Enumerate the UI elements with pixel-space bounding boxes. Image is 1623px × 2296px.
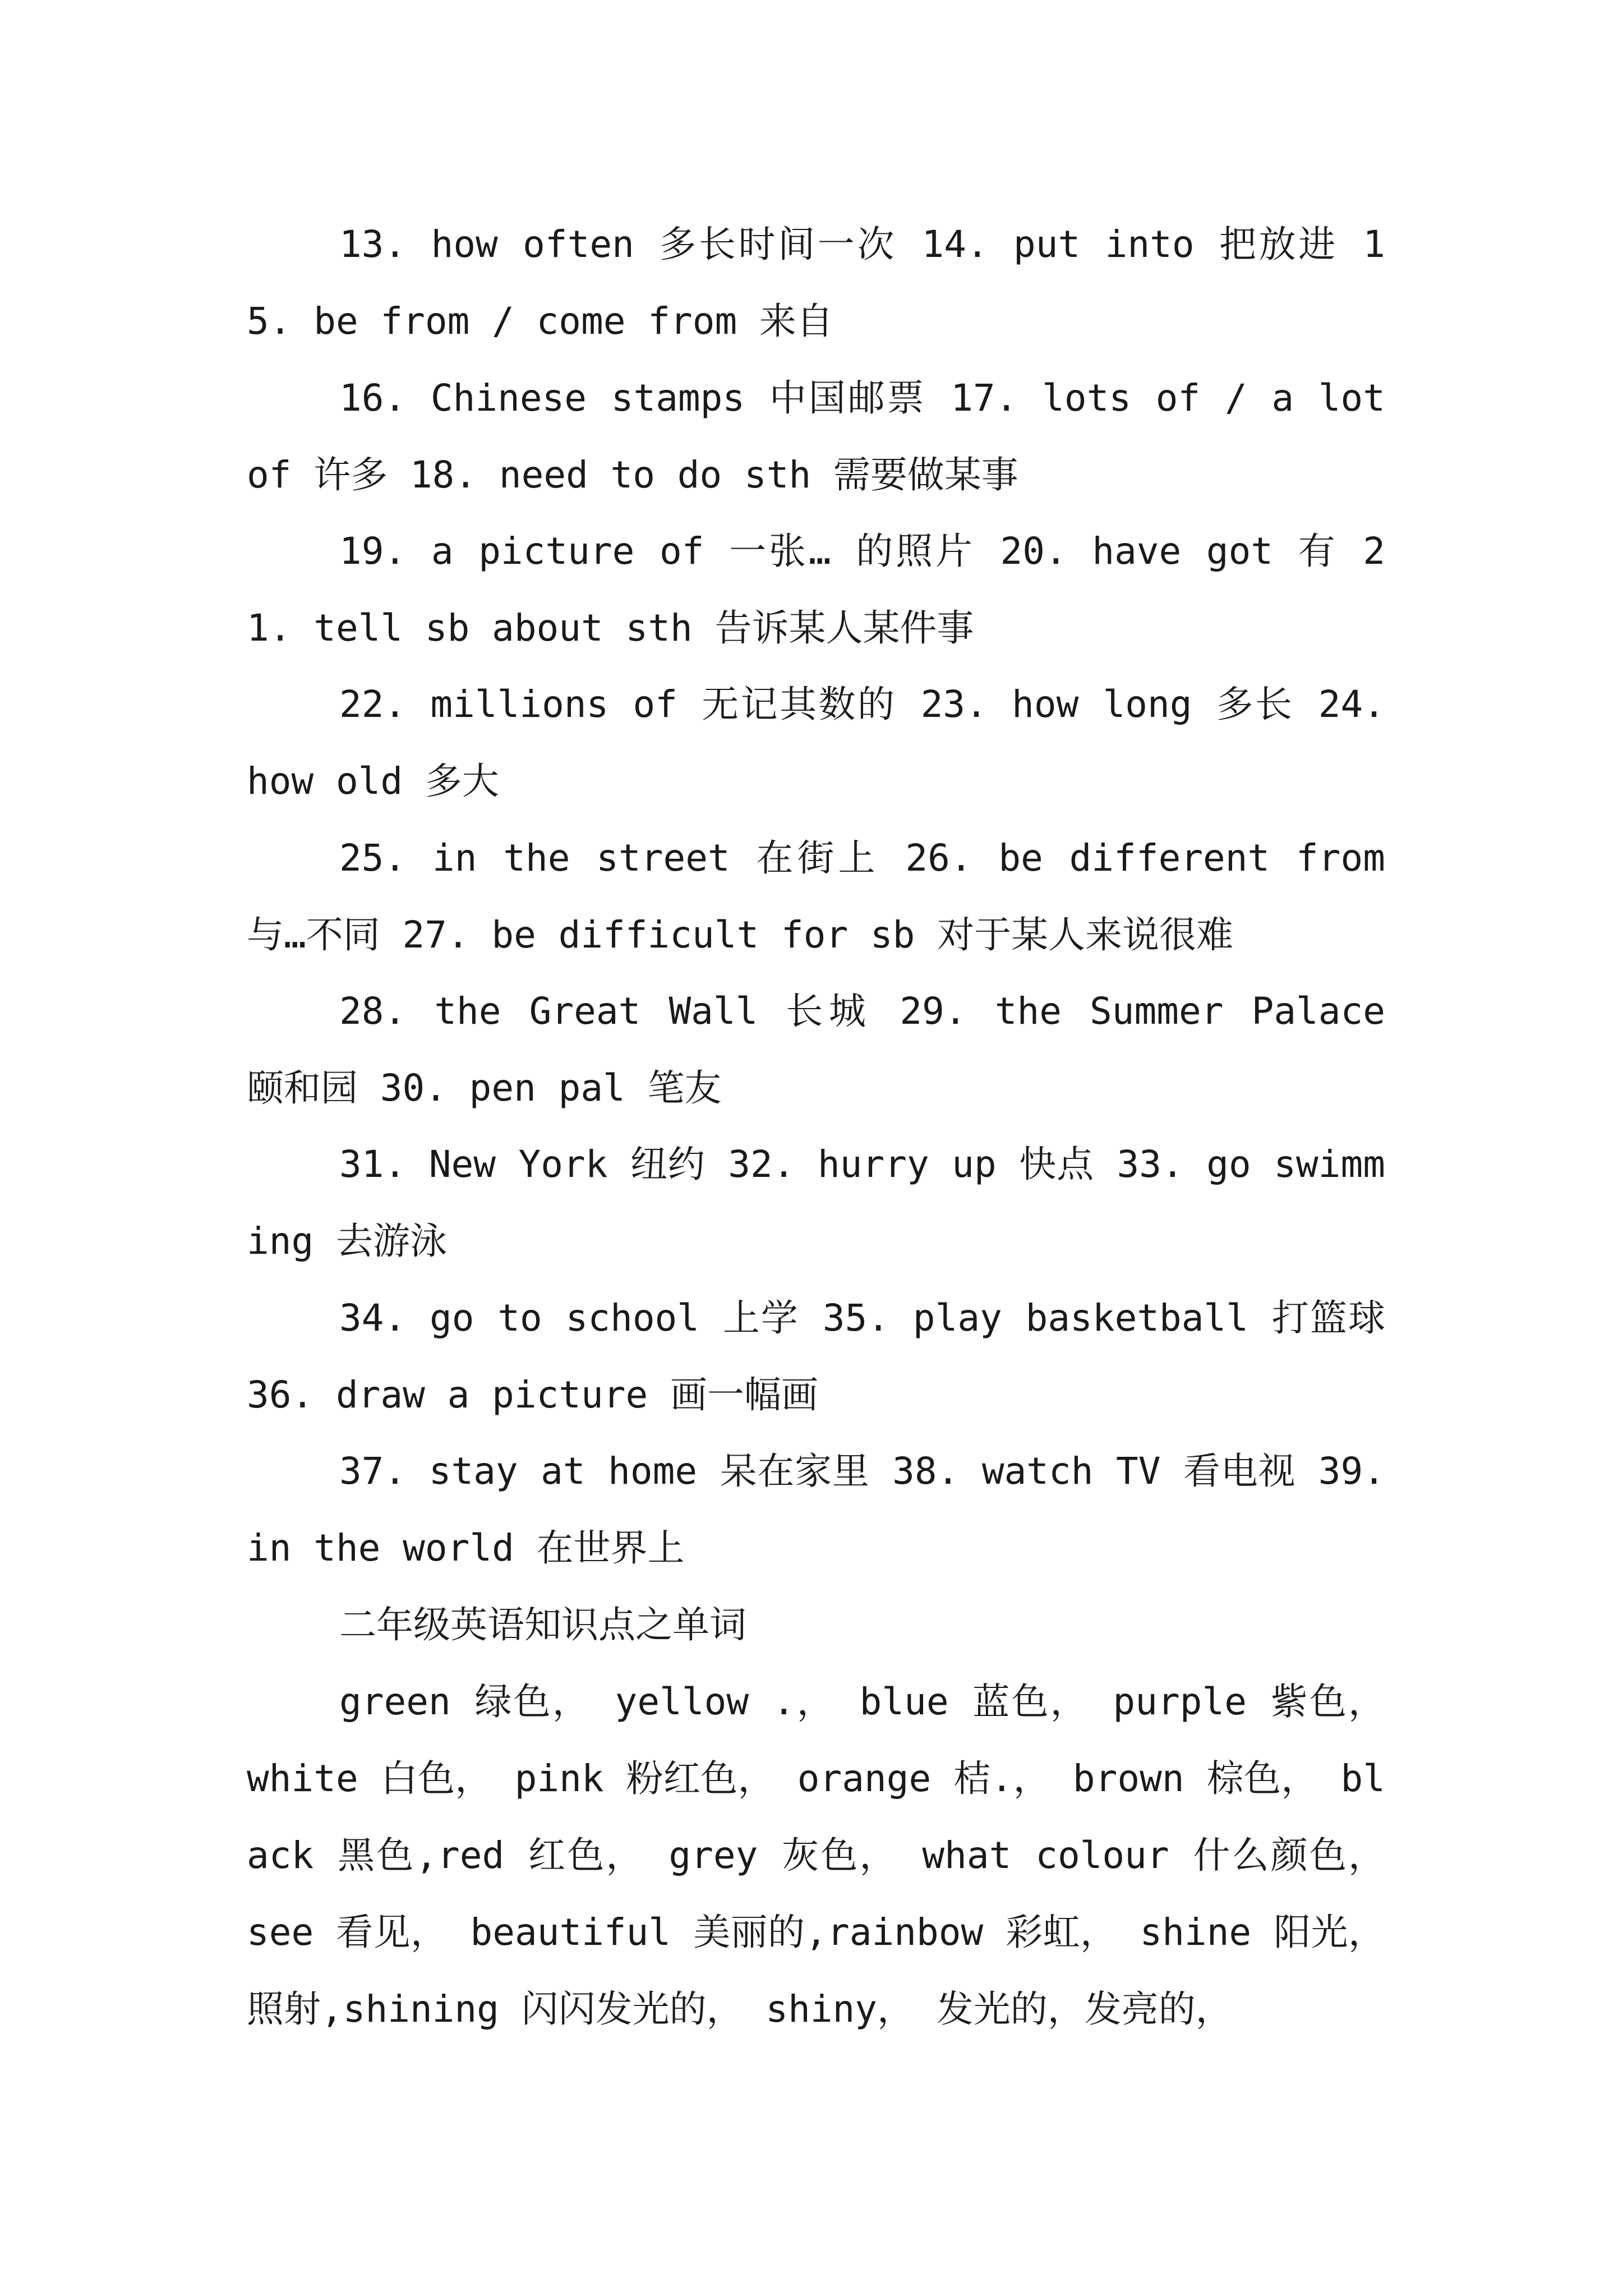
paragraph-phrases-19-21: 19. a picture of 一张… 的照片 20. have got 有 21. tell sb about sth 告诉某人某件事 [247, 530, 1385, 650]
paragraph-phrases-31-33: 31. New York 纽约 32. hurry up 快点 33. go swimming 去游泳 [247, 1143, 1385, 1263]
paragraph-colour-words: green 绿色， yellow .， blue 蓝色， purple 紫色， white 白色， pink 粉红色， orange 桔.， brown 棕色， black 黑色,red 红色， grey 灰色， what colour 什么颜色， see 看见， beautiful 美丽的,rainbow 彩虹， shine 阳光，照射,shining 闪闪发光的， shiny， 发光的，发亮的， [247, 1680, 1385, 2031]
paragraph-phrases-13-15: 13. how often 多长时间一次 14. put into 把放进 15. be from / come from 来自 [247, 223, 1385, 343]
section-heading: 二年级英语知识点之单词 [339, 1603, 746, 1646]
paragraph-phrases-28-30: 28. the Great Wall 长城 29. the Summer Palace 颐和园 30. pen pal 笔友 [247, 990, 1385, 1110]
paragraph-phrases-37-39: 37. stay at home 呆在家里 38. watch TV 看电视 39. in the world 在世界上 [247, 1450, 1385, 1570]
paragraph-phrases-34-36: 34. go to school 上学 35. play basketball 打篮球 36. draw a picture 画一幅画 [247, 1296, 1385, 1416]
paragraph-phrases-22-24: 22. millions of 无记其数的 23. how long 多长 24. how old 多大 [247, 683, 1385, 803]
paragraph-phrases-25-27: 25. in the street 在街上 26. be different from 与…不同 27. be difficult for sb 对于某人来说很难 [247, 836, 1385, 956]
paragraph-phrases-16-18: 16. Chinese stamps 中国邮票 17. lots of / a lot of 许多 18. need to do sth 需要做某事 [247, 376, 1385, 496]
